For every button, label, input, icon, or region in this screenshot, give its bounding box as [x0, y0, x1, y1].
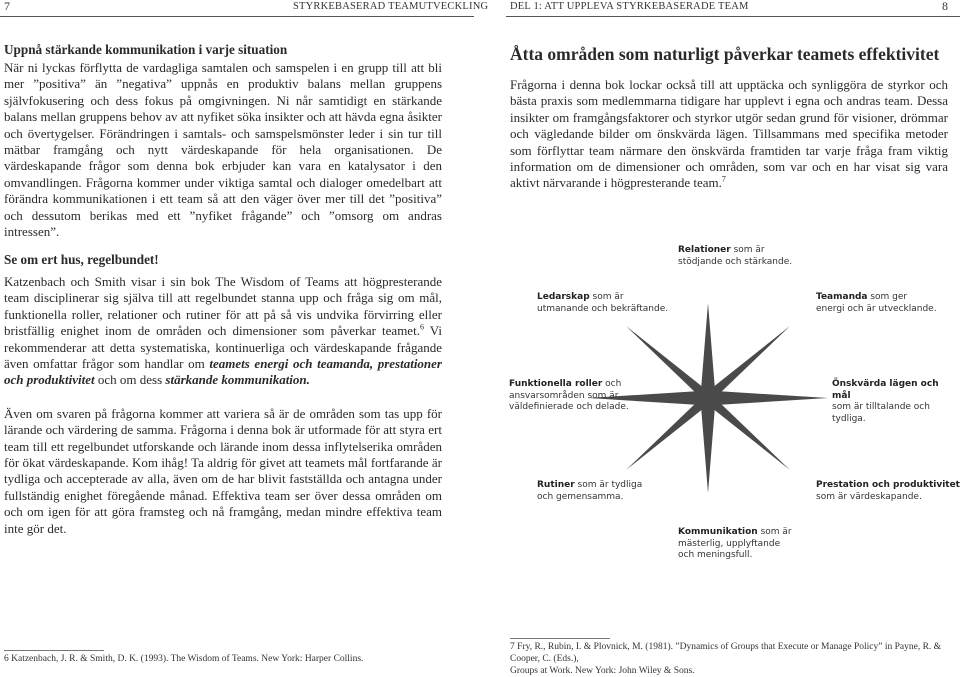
footnote-rule-right: [510, 638, 610, 639]
footnote-rule-left: [4, 650, 104, 651]
right-column: [510, 44, 948, 192]
label-communication: Kommunikation som är mästerlig, upplyftande och meningsfull.: [678, 527, 792, 560]
header-rule-left: [0, 16, 474, 17]
label-leadership: Ledarskap som är utmanande och bekräftande.: [537, 292, 669, 314]
label-relations: Relationer som är stödjande och stärkande.: [678, 245, 793, 267]
label-goals: Önskvärda lägen och mål som är tilltalande och tydliga.: [832, 379, 939, 424]
label-functional-roles: Funktionella roller och ansvarsområden som är väldefinierade och delade.: [509, 379, 629, 412]
header-rule-right: [506, 16, 960, 17]
right-running-title: DEL 1: ATT UPPLEVA STYRKEBASERADE TEAM: [510, 1, 749, 12]
section-heading-eight-areas: Åtta områden som naturligt påverkar teamets effektivitet: [510, 44, 940, 64]
paragraph-eight-areas: Frågorna i denna bok lockar också till att upptäcka och synliggöra de styrkor och bästa praxis som medlemmarna tidigare har upplevt i egna och andras team. Dessa insikter om framgångsfaktorer och styrkor utgör sedan grund för visioner, drömmar och vägledande bilder om önskvärda lägen. Tillsammans med specifika metoder som förflyttar team närmare den önskvärda framtiden tar varje fråga fram viktig information om de dimensioner och områden, som var och en har visat sig vara aktivt närvarande i högpresterande team.$^7$: [510, 77, 948, 191]
paragraph-answers: Även om svaren på frågorna kommer att variera så är de områden som tas upp för lärande och värdering de samma. Frågorna i denna bok är utformade för att styra ert team till ett regelbundet utforskande och lärande inom dessa inflytelserika områden för ökat värdeskapande. Kom ihåg! Ta aldrig för givet att teamets mål fortfarande är tydliga och accepterade av alla, även om de har blivit fastställda och antagna under fullständig enighet föregående månad. Effektiva team ser över dessa områden om och om igen för att göra framsteg och nå framgång, medan mindre effektiva team inte gör det.: [4, 405, 442, 536]
label-performance: Prestation och produktivitet som är värdeskapande.: [816, 480, 960, 502]
star-center: [698, 388, 718, 408]
star-ray-s: [701, 406, 715, 493]
star-ray-e: [716, 391, 828, 405]
label-routines: Rutiner som är tydliga och gemensamma.: [537, 480, 643, 502]
left-column-lower: [4, 252, 442, 537]
left-running-title: STYRKEBASERAD TEAMUTVECKLING: [293, 1, 489, 12]
footnote-7: 7 Fry, R., Rubin, I. & Plovnick, M. (1981). ”Dynamics of Groups that Execute or Manage Policy” in Payne, R. & Cooper, C. (Eds.), Groups at Work. New York: John Wiley & Sons.: [510, 642, 942, 676]
paragraph-katzenbach: Katzenbach och Smith visar i sin bok The Wisdom of Teams att högpresterande team disciplinerar sig själva till att regelbundet stanna upp och fråga sig om mål, funktionella roller, relationer och rutiner för att på så vis undvika förvirring eller bristfällig enighet inom de områden och dimensioner som påverkar teamet.$^6$ Vi rekommenderar att detta systematiska, kontinuerliga och värdeskapande frågande även omfattar frågor som handlar om teamets energi och teamanda, prestationer och produktivitet och om dess stärkande kommunikation.: [4, 274, 443, 388]
star-ray-nw: [626, 326, 704, 395]
footnote-6: 6 Katzenbach, J. R. & Smith, D. K. (1993). The Wisdom of Teams. New York: Harper Collins.: [4, 654, 364, 664]
star-ray-se: [712, 401, 790, 470]
star-ray-n: [701, 303, 715, 390]
label-team-spirit: Teamanda som ger energi och är utvecklande.: [816, 292, 937, 314]
section-heading-house: Se om ert hus, regelbundet!: [4, 252, 159, 267]
right-page-number: 8: [942, 0, 949, 13]
left-column: [4, 42, 442, 240]
star-ray-ne: [712, 326, 790, 395]
left-page-number: 7: [4, 0, 11, 13]
section-heading-communication: Uppnå stärkande kommunikation i varje situation: [4, 42, 288, 57]
paragraph-communication: När ni lyckas förflytta de vardagliga samtalen och samspelen i en grupp till att bli mer ”positiva” än ”negativa” uppnås en produktiv balans mellan gruppens självfokusering och dess fokus på omgivningen. Ni når samtidigt en stärkande balans mellan gruppens behov av att nyfiket söka insikter och att hävda egna åsikter och övertygelser. Förändringen i samtals- och samspelsmönster leder i sin tur till mätbar framgång och nytt värdeskapande för hela organisationen. De värdeskapande frågor som denna bok erbjuder kan vara en katalysator i den omvandlingen. Frågorna kommer under viktiga samtal och dialoger omedelbart att förändra kommunikationen i ett team så att den väger över mer till det ”positiva” och dessutom berikas med ett ”nyfiket frågande” och ”omsorg om andras intressen”.: [4, 60, 442, 240]
star-ray-sw: [626, 401, 704, 470]
